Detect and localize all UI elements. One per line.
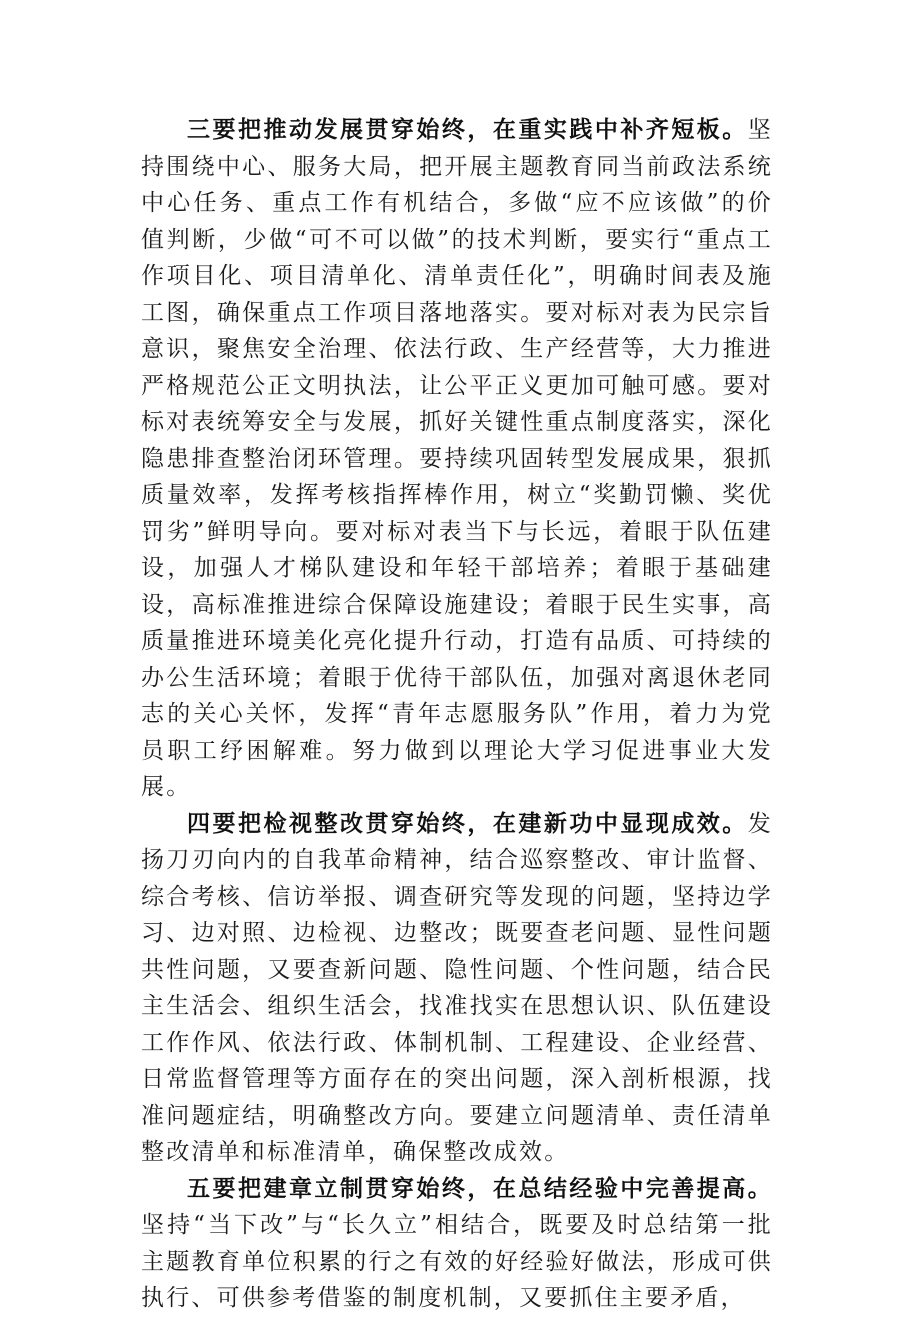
document-body [141,112,773,1317]
paragraph-4-heading: 四要把检视整改贯穿始终，在建新功中显现成效。 [187,809,748,837]
paragraph-4 [141,806,773,1171]
paragraph-5-text: 坚持“当下改”与“长久立”相结合，既要及时总结第一批主题教育单位积累的行之有效的好经验好做法，形成可供执行、可供参考借鉴的制度机制，又要抓住主要矛盾， [141,1212,773,1311]
paragraph-5 [141,1171,773,1317]
paragraph-3-heading: 三要把推动发展贯穿始终，在重实践中补齐短板。 [187,116,748,143]
paragraph-5-heading: 五要把建章立制贯穿始终，在总结经验中完善提高。 [187,1174,773,1202]
paragraph-3 [141,112,773,806]
paragraph-3-text: 坚持围绕中心、服务大局，把开展主题教育同当前政法系统中心任务、重点工作有机结合，多做“应不应该做”的价值判断，少做“可不可以做”的技术判断，要实行“重点工作项目化、项目清单化、清单责任化”，明确时间表及施工图，确保重点工作项目落地落实。要对标对表为民宗旨意识，聚焦安全治理、依法行政、生产经营等，大力推进严格规范公正文明执法，让公平正义更加可触可感。要对标对表统筹安全与发展，抓好关键性重点制度落实，深化隐患排查整治闭环管理。要持续巩固转型发展成果，狠抓质量效率，发挥考核指挥棒作用，树立“奖勤罚懒、奖优罚劣”鲜明导向。要对标对表当下与长远，着眼于队伍建设，加强人才梯队建设和年轻干部培养；着眼于基础建设，高标准推进综合保障设施建设；着眼于民生实事，高质量推进环境美化亮化提升行动，打造有品质、可持续的办公生活环境；着眼于优待干部队伍，加强对离退休老同志的关心关怀，发挥“青年志愿服务队”作用，着力为党员职工纾困解难。努力做到以理论大学习促进事业大发展。 [141,117,773,800]
paragraph-4-text: 发扬刀刃向内的自我革命精神，结合巡察整改、审计监督、综合考核、信访举报、调查研究等发现的问题，坚持边学习、边对照、边检视、边整改；既要查老问题、显性问题共性问题，又要查新问题、隐性问题、个性问题，结合民主生活会、组织生活会，找准找实在思想认识、队伍建设工作作风、依法行政、体制机制、工程建设、企业经营、日常监督管理等方面存在的突出问题，深入剖析根源，找准问题症结，明确整改方向。要建立问题清单、责任清单整改清单和标准清单，确保整改成效。 [141,810,773,1165]
